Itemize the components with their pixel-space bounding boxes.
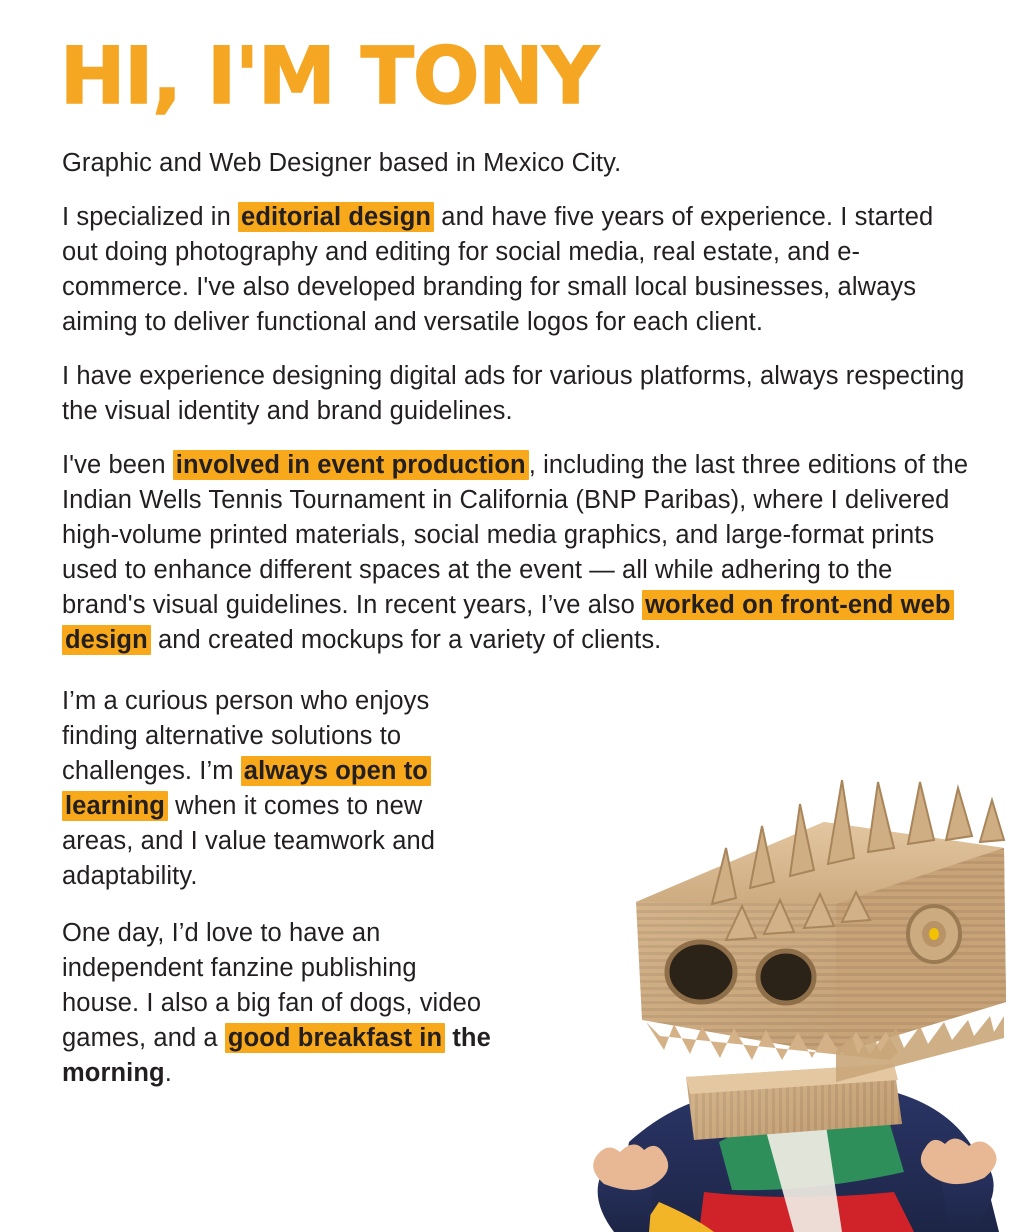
highlight-open-to-learning: always open to learning bbox=[62, 756, 431, 821]
paragraph-specialty bbox=[62, 200, 974, 340]
paragraph-curious bbox=[62, 684, 492, 894]
events-text-before: I've been bbox=[62, 451, 173, 479]
paragraph-intro: Graphic and Web Designer based in Mexico City. bbox=[62, 149, 622, 177]
cardboard-dinosaur-photo bbox=[464, 672, 1024, 1232]
events-text-after: and created mockups for a variety of clients. bbox=[150, 626, 662, 654]
paragraph-dream bbox=[62, 916, 492, 1091]
specialty-text-after: and have five years of experience. I started out doing photography and editing for social media, real estate, and e-commerce. I've also developed branding for small local businesses, always aiming to deliver functional and versatile logos for each client. bbox=[62, 203, 934, 336]
curious-text-before: I’m a curious person who enjoys finding alternative solutions to challenges. I’m bbox=[62, 687, 430, 785]
events-text-middle: , including the last three editions of the Indian Wells Tennis Tournament in California (BNP Paribas), where I delivered high-volume printed materials, social media graphics, and large-format prints used to enhance different spaces at the event — all while adhering to the brand's visual guidelines. In recent years, I’ve also bbox=[62, 451, 969, 619]
dream-text-bold: the morning bbox=[62, 1024, 491, 1087]
dream-text-after: . bbox=[164, 1059, 172, 1087]
cardboard-head bbox=[636, 822, 1006, 1082]
dream-text-before: One day, I’d love to have an independent fanzine publishing house. I also a big fan of dogs, video games, and a bbox=[62, 919, 482, 1052]
highlight-front-end-web-design: worked on front-end web design bbox=[62, 590, 954, 655]
highlight-good-breakfast: good breakfast in bbox=[225, 1023, 445, 1053]
highlight-event-production: involved in event production bbox=[173, 450, 529, 480]
highlight-editorial-design: editorial design bbox=[238, 202, 434, 232]
paragraph-events bbox=[62, 448, 974, 658]
paragraph-digital-ads: I have experience designing digital ads for various platforms, always respecting the visual identity and brand guidelines. bbox=[62, 362, 965, 425]
specialty-text-before: I specialized in bbox=[62, 203, 239, 231]
page-title: HI, I'M TONY bbox=[60, 32, 599, 122]
curious-text-after: when it comes to new areas, and I value teamwork and adaptability. bbox=[62, 792, 436, 890]
